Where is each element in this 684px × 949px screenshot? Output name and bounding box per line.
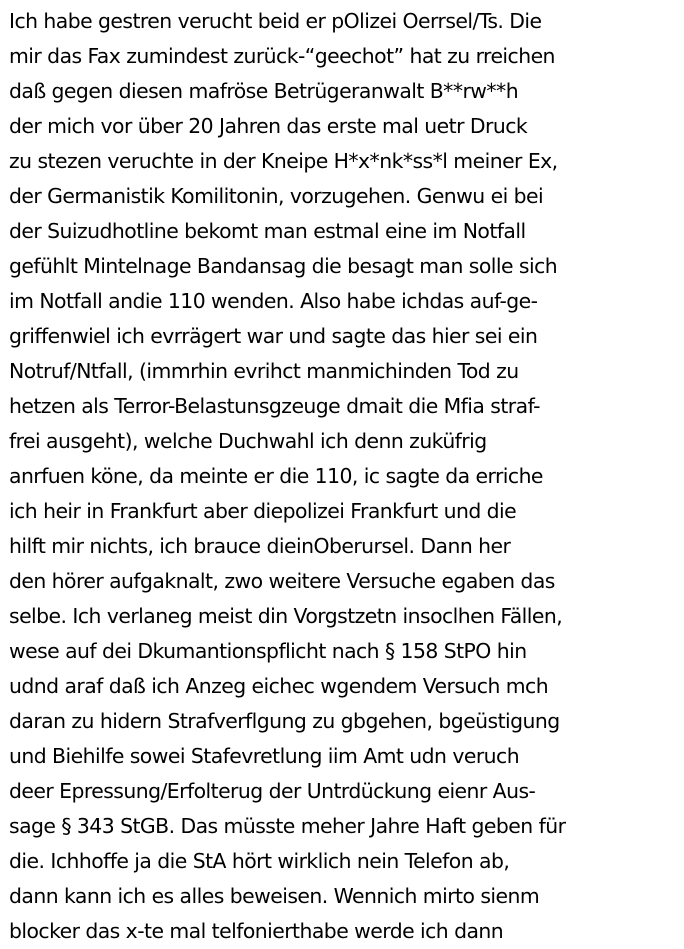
- text-line: die. Ichhoffe ja die StA hört wirklich nein Telefon ab,: [9, 849, 510, 873]
- text-line: zu stezen veruchte in der Kneipe H*x*nk*ss*l meiner Ex,: [9, 149, 558, 173]
- text-line: ich heir in Frankfurt aber diepolizei Frankfurt und die: [9, 499, 517, 523]
- text-line: der Suizudhotline bekomt man estmal eine im Notfall: [9, 219, 526, 243]
- text-line: selbe. Ich verlaneg meist din Vorgstzetn insoclhen Fällen,: [9, 604, 563, 628]
- text-line: blocker das x-te mal telfonierthabe werde ich dann: [9, 919, 504, 943]
- text-line: udnd araf daß ich Anzeg eichec wgendem Versuch mch: [9, 674, 549, 698]
- text-line: im Notfall andie 110 wenden. Also habe ichdas auf-ge-: [9, 289, 538, 313]
- text-line: anrfuen köne, da meinte er die 110, ic sagte da erriche: [9, 464, 543, 488]
- text-line: gefühlt Mintelnage Bandansag die besagt man solle sich: [9, 254, 558, 278]
- text-line: daß gegen diesen mafröse Betrügeranwalt B**rw**h: [9, 79, 519, 103]
- text-line: und Biehilfe sowei Stafevretlung iim Amt udn veruch: [9, 744, 520, 768]
- text-line: hilft mir nichts, ich brauce dieinOberursel. Dann her: [9, 534, 511, 558]
- text-line: dann kann ich es alles beweisen. Wennich mirto sienm: [9, 884, 540, 908]
- text-line: der Germanistik Komilitonin, vorzugehen. Genwu ei bei: [9, 184, 544, 208]
- text-line: frei ausgeht), welche Duchwahl ich denn zuküfrig: [9, 429, 487, 453]
- body-text: [9, 4, 681, 949]
- text-line: wese auf dei Dkumantionspflicht nach § 158 StPO hin: [9, 639, 527, 663]
- text-line: hetzen als Terror-Belastunsgzeuge dmait die Mfia straf-: [9, 394, 540, 418]
- text-line: Notruf/Ntfall, (immrhin evrihct manmichinden Tod zu: [9, 359, 519, 383]
- text-line: sage § 343 StGB. Das müsste meher Jahre Haft geben für: [9, 814, 566, 838]
- text-line: den hörer aufgaknalt, zwo weitere Versuche egaben das: [9, 569, 555, 593]
- text-line: griffenwiel ich evrrägert war und sagte das hier sei ein: [9, 324, 538, 348]
- text-line: daran zu hidern Strafverflgung zu gbgehen, bgeüstigung: [9, 709, 560, 733]
- text-line: Ich habe gestren verucht beid er pOlizei Oerrsel/Ts. Die: [9, 9, 542, 33]
- text-line: mir das Fax zumindest zurück-“geechot” hat zu rreichen: [9, 44, 555, 68]
- text-line: deer Epressung/Erfolterug der Untrdückung eienr Aus-: [9, 779, 536, 803]
- text-line: der mich vor über 20 Jahren das erste mal uetr Druck: [9, 114, 528, 138]
